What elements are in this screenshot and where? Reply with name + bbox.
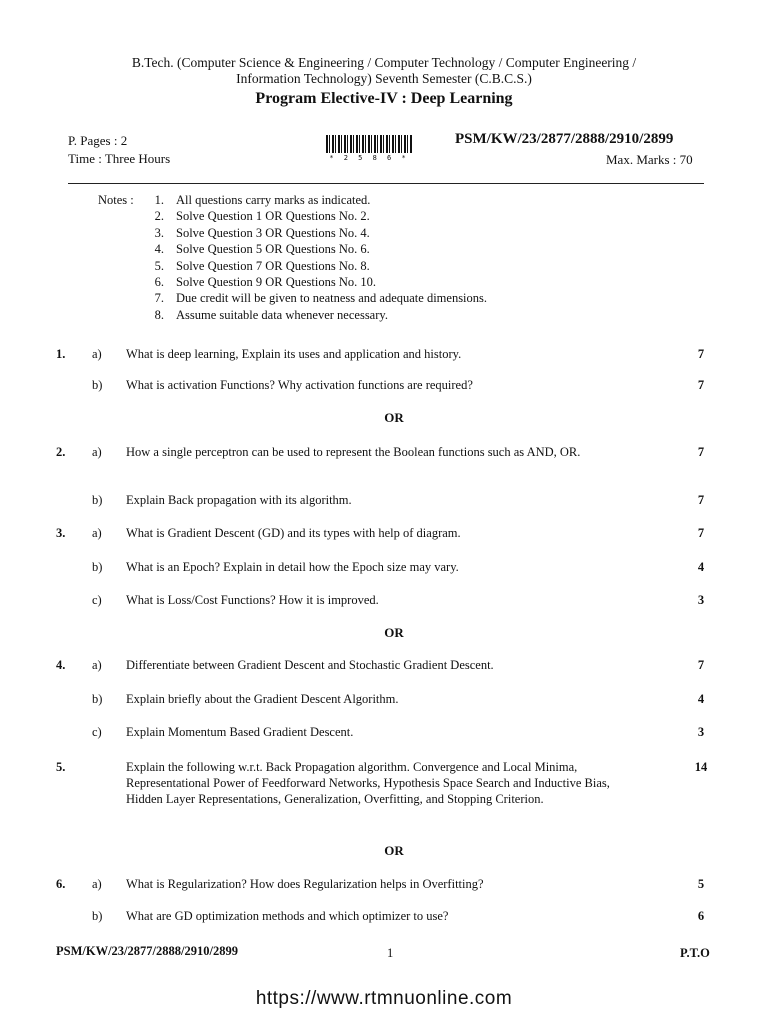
question-part: b) xyxy=(92,378,103,392)
or-separator: OR xyxy=(384,843,404,858)
or-separator: OR xyxy=(384,625,404,640)
page-number: 1 xyxy=(387,946,394,960)
watermark-url: https://www.rtmnuonline.com xyxy=(255,988,513,1009)
footer-paper-code: PSM/KW/23/2877/2888/2910/2899 xyxy=(56,944,238,958)
note-text: Due credit will be given to neatness and adequate dimensions. xyxy=(176,291,488,306)
question-marks: 6 xyxy=(697,909,705,923)
question-marks: 5 xyxy=(697,877,705,891)
question-text: How a single perceptron can be used to represent the Boolean functions such as AND, OR. xyxy=(126,445,581,459)
question-part: a) xyxy=(92,347,102,361)
exam-duration: Time : Three Hours xyxy=(68,151,171,166)
question-text: What is Loss/Cost Functions? How it is improved. xyxy=(126,593,379,607)
barcode-icon xyxy=(326,135,412,153)
question-text: What is deep learning, Explain its uses and application and history. xyxy=(126,347,462,361)
question-part: a) xyxy=(92,526,102,540)
question-text: Explain Momentum Based Gradient Descent. xyxy=(126,725,354,739)
question-text: What are GD optimization methods and which optimizer to use? xyxy=(126,909,449,923)
paper-code: PSM/KW/23/2877/2888/2910/2899 xyxy=(455,131,674,147)
question-marks: 7 xyxy=(697,347,705,361)
note-number: 8. xyxy=(154,307,164,322)
question-marks: 7 xyxy=(697,445,705,459)
note-text: Assume suitable data whenever necessary. xyxy=(176,307,388,322)
header-divider xyxy=(68,183,704,184)
question-part: c) xyxy=(92,725,102,739)
question-number: 6. xyxy=(56,877,66,891)
note-number: 6. xyxy=(154,275,164,289)
question-part: b) xyxy=(92,493,103,507)
question-marks: 4 xyxy=(697,560,705,574)
header-programme-line1: B.Tech. (Computer Science & Engineering / Computer Technology / Computer Engineering / xyxy=(131,55,637,70)
note-text: Solve Question 3 OR Questions No. 4. xyxy=(176,225,370,240)
question-text: Explain Back propagation with its algorithm. xyxy=(126,493,352,507)
note-text: All questions carry marks as indicated. xyxy=(176,193,371,207)
question-text: What is Gradient Descent (GD) and its types with help of diagram. xyxy=(126,526,461,540)
question-number: 4. xyxy=(56,658,66,672)
question-text: Explain briefly about the Gradient Descent Algorithm. xyxy=(126,692,399,706)
question-text: Explain the following w.r.t. Back Propagation algorithm. Convergence and Local Minima, Representational Power of Feedforward Networks, Hypothesis Space Search and Inductive Bias, Hidden Layer Representations, Generalization, Overfitting, and Stopping Criterion. xyxy=(126,760,610,806)
note-text: Solve Question 1 OR Questions No. 2. xyxy=(176,209,370,224)
question-number: 2. xyxy=(56,445,66,459)
notes-list xyxy=(144,192,624,332)
question-marks: 7 xyxy=(697,493,705,507)
or-separator: OR xyxy=(384,410,404,425)
question-number: 1. xyxy=(56,347,66,361)
barcode-number: * 2 5 8 6 * xyxy=(329,154,409,162)
note-number: 2. xyxy=(154,209,164,224)
question-marks: 7 xyxy=(697,658,705,672)
question-part: a) xyxy=(92,877,102,891)
note-text: Solve Question 9 OR Questions No. 10. xyxy=(176,275,376,289)
question-number: 3. xyxy=(56,526,66,540)
question-part: c) xyxy=(92,593,102,607)
header-programme-line2: Information Technology) Seventh Semester (C.B.C.S.) xyxy=(236,71,532,86)
question-number: 5. xyxy=(56,760,66,774)
question-marks: 7 xyxy=(697,378,705,392)
question-marks: 3 xyxy=(697,725,705,739)
question-text: Differentiate between Gradient Descent and Stochastic Gradient Descent. xyxy=(126,658,494,672)
note-number: 3. xyxy=(154,225,164,240)
question-marks: 3 xyxy=(697,593,705,607)
subject-title: Program Elective-IV : Deep Learning xyxy=(255,90,513,107)
note-text: Solve Question 5 OR Questions No. 6. xyxy=(176,242,370,257)
question-part: a) xyxy=(92,445,102,459)
question-part: a) xyxy=(92,658,102,672)
page-count: P. Pages : 2 xyxy=(68,133,128,148)
question-part: b) xyxy=(92,560,103,574)
max-marks: Max. Marks : 70 xyxy=(606,152,693,167)
note-number: 5. xyxy=(154,258,164,273)
question-part: b) xyxy=(92,692,103,706)
notes-label: Notes : xyxy=(98,193,134,207)
note-text: Solve Question 7 OR Questions No. 8. xyxy=(176,258,370,273)
note-number: 4. xyxy=(154,242,164,257)
question-marks: 7 xyxy=(697,526,705,540)
note-number: 1. xyxy=(154,193,164,207)
note-number: 7. xyxy=(154,291,164,306)
question-marks: 4 xyxy=(697,692,705,706)
question-marks: 14 xyxy=(694,760,708,774)
question-text: What is Regularization? How does Regularization helps in Overfitting? xyxy=(126,877,484,891)
question-text: What is an Epoch? Explain in detail how the Epoch size may vary. xyxy=(126,560,459,574)
question-text: What is activation Functions? Why activation functions are required? xyxy=(126,378,473,392)
pto-label: P.T.O xyxy=(680,946,710,960)
question-part: b) xyxy=(92,909,103,923)
